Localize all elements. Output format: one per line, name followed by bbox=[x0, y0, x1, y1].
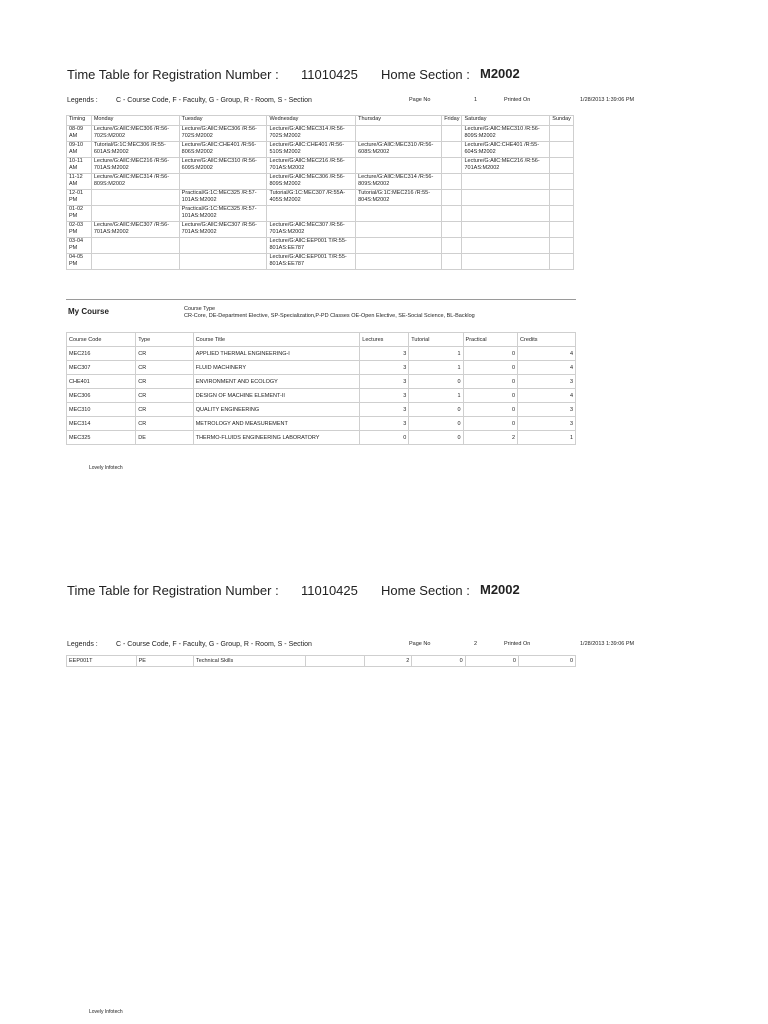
timetable-timing-cell: 01-02 PM bbox=[67, 206, 92, 222]
course-cell: ENVIRONMENT AND ECOLOGY bbox=[193, 375, 360, 389]
course-row bbox=[67, 361, 576, 375]
course-cell: 4 bbox=[518, 361, 576, 375]
course-cell: MEC306 bbox=[67, 389, 136, 403]
timetable-slot-cell bbox=[550, 174, 574, 190]
course-table bbox=[66, 332, 576, 445]
timetable-timing-cell: 08-09 AM bbox=[67, 126, 92, 142]
course-row bbox=[67, 375, 576, 389]
timetable-slot-cell: Lecture/G:AllC:MEC307 /R:56-701AS:M2002 bbox=[179, 222, 267, 238]
printed-on-value: 1/28/2013 1:39:06 PM bbox=[580, 97, 635, 103]
course-header-cell: Tutorial bbox=[409, 333, 463, 347]
timetable-slot-cell: Lecture/G:AllC:MEC310 /R:56-809S:M2002 bbox=[462, 126, 550, 142]
timetable-slot-cell: Lecture/G:AllC:CHE401 /R:56-806S:M2002 bbox=[179, 142, 267, 158]
course-cell: MEC216 bbox=[67, 347, 136, 361]
course-table-page-2 bbox=[66, 655, 576, 667]
timetable-slot-cell: Lecture/G:AllC:CHE401 /R:55-604S:M2002 bbox=[462, 142, 550, 158]
timetable-slot-cell: Lecture/G:AllC:MEC306 /R:56-702S:M2002 bbox=[179, 126, 267, 142]
timetable-row bbox=[67, 158, 574, 174]
timetable-slot-cell: Lecture/G:AllC:MEC306 /R:56-702S:M2002 bbox=[91, 126, 179, 142]
course-type-label: Course Type bbox=[184, 306, 216, 312]
course-cell: EEP001T bbox=[67, 656, 137, 667]
timetable-slot-cell bbox=[442, 206, 462, 222]
course-cell: METROLOGY AND MEASUREMENT bbox=[193, 417, 360, 431]
timetable-slot-cell bbox=[462, 190, 550, 206]
timetable-slot-cell bbox=[442, 254, 462, 270]
timetable-slot-cell: Tutorial/G:1C:MEC216 /R:55-804S:M2002 bbox=[356, 190, 442, 206]
footer-text: Lovely Infotech bbox=[89, 465, 123, 471]
timetable-slot-cell bbox=[442, 222, 462, 238]
course-cell: CR bbox=[136, 347, 193, 361]
course-cell: 4 bbox=[518, 389, 576, 403]
page-no-value: 1 bbox=[474, 97, 478, 103]
timetable-header-cell: Timing bbox=[67, 116, 92, 126]
timetable-slot-cell bbox=[267, 206, 356, 222]
course-cell: 3 bbox=[360, 389, 409, 403]
legends-label: Legends : bbox=[67, 641, 98, 648]
timetable-header-cell: Friday bbox=[442, 116, 462, 126]
timetable-slot-cell bbox=[356, 158, 442, 174]
course-cell: 2 bbox=[463, 431, 518, 445]
timetable-timing-cell: 11-12 AM bbox=[67, 174, 92, 190]
course-cell: 2 bbox=[364, 656, 412, 667]
course-cell: QUALITY ENGINEERING bbox=[193, 403, 360, 417]
course-cell: 0 bbox=[463, 389, 518, 403]
timetable-slot-cell: Lecture/G:AllC:MEC314 /R:56-809S:M2002 bbox=[356, 174, 442, 190]
course-cell: 3 bbox=[518, 403, 576, 417]
course-header-cell: Lectures bbox=[360, 333, 409, 347]
course-cell: 1 bbox=[409, 389, 463, 403]
timetable-row bbox=[67, 238, 574, 254]
timetable-slot-cell bbox=[179, 254, 267, 270]
legends-value: C - Course Code, F - Faculty, G - Group, R - Room, S - Section bbox=[116, 97, 312, 104]
course-cell: CR bbox=[136, 389, 193, 403]
timetable-slot-cell bbox=[462, 254, 550, 270]
course-header-cell: Course Code bbox=[67, 333, 136, 347]
page-title bbox=[67, 66, 520, 82]
page-no-label: Page No bbox=[409, 641, 431, 647]
course-header-cell: Course Title bbox=[193, 333, 360, 347]
course-cell: 0 bbox=[518, 656, 575, 667]
timetable-header-cell: Wednesday bbox=[267, 116, 356, 126]
timetable-slot-cell: Lecture/G:AllC:MEC306 /R:56-809S:M2002 bbox=[267, 174, 356, 190]
course-cell: 3 bbox=[360, 361, 409, 375]
legends bbox=[67, 97, 312, 104]
timetable-slot-cell bbox=[356, 206, 442, 222]
course-row bbox=[67, 417, 576, 431]
my-course-heading: My Course bbox=[68, 307, 109, 316]
timetable-slot-cell bbox=[462, 206, 550, 222]
timetable-slot-cell: Tutorial/G:1C:MEC307 /R:55A-405S:M2002 bbox=[267, 190, 356, 206]
timetable-row bbox=[67, 126, 574, 142]
course-cell: MEC310 bbox=[67, 403, 136, 417]
course-cell: MEC307 bbox=[67, 361, 136, 375]
timetable-slot-cell bbox=[442, 126, 462, 142]
timetable-slot-cell bbox=[356, 238, 442, 254]
course-cell: 3 bbox=[518, 417, 576, 431]
course-cell: 0 bbox=[463, 375, 518, 389]
course-cell: 1 bbox=[409, 361, 463, 375]
timetable-slot-cell: Practical/G:1C:MEC325 /R:57-101AS:M2002 bbox=[179, 190, 267, 206]
course-cell: 3 bbox=[360, 417, 409, 431]
timetable-slot-cell: Lecture/G:AllC:MEC216 /R:56-701AS:M2002 bbox=[91, 158, 179, 174]
timetable-slot-cell bbox=[356, 222, 442, 238]
course-cell: 3 bbox=[360, 403, 409, 417]
course-cell: MEC314 bbox=[67, 417, 136, 431]
course-row bbox=[67, 431, 576, 445]
timetable-slot-cell bbox=[462, 174, 550, 190]
home-section-value: M2002 bbox=[480, 582, 520, 597]
legends-value: C - Course Code, F - Faculty, G - Group, R - Room, S - Section bbox=[116, 641, 312, 648]
timetable-slot-cell: Tutorial/G:1C:MEC306 /R:55-601AS:M2002 bbox=[91, 142, 179, 158]
course-row bbox=[67, 656, 576, 667]
course-cell: 0 bbox=[463, 403, 518, 417]
timetable-row bbox=[67, 222, 574, 238]
timetable-slot-cell: Lecture/G:AllC:MEC310 /R:56-609S:M2002 bbox=[179, 158, 267, 174]
timetable-slot-cell bbox=[179, 174, 267, 190]
timetable-slot-cell: Lecture/G:AllC:MEC216 /R:56-701AS:M2002 bbox=[462, 158, 550, 174]
legends-label: Legends : bbox=[67, 97, 98, 104]
course-cell: 0 bbox=[465, 656, 518, 667]
timetable-timing-cell: 03-04 PM bbox=[67, 238, 92, 254]
timetable-slot-cell bbox=[550, 206, 574, 222]
page-no-value: 2 bbox=[474, 641, 478, 647]
course-cell: THERMO-FLUIDS ENGINEERING LABORATORY bbox=[193, 431, 360, 445]
title-label: Time Table for Registration Number : bbox=[67, 583, 279, 598]
timetable-slot-cell bbox=[442, 158, 462, 174]
course-cell: 3 bbox=[360, 347, 409, 361]
printed-on-label: Printed On bbox=[504, 97, 531, 103]
timetable-timing-cell: 12-01 PM bbox=[67, 190, 92, 206]
course-header-cell: Type bbox=[136, 333, 193, 347]
timetable-header-cell: Saturday bbox=[462, 116, 550, 126]
timetable-timing-cell: 10-11 AM bbox=[67, 158, 92, 174]
course-header-cell: Credits bbox=[518, 333, 576, 347]
timetable-slot-cell: Lecture/G:AllC:MEC314 /R:56-809S:M2002 bbox=[91, 174, 179, 190]
course-row bbox=[67, 347, 576, 361]
timetable bbox=[66, 115, 574, 270]
timetable-slot-cell bbox=[442, 174, 462, 190]
timetable-slot-cell: Lecture/G:AllC:CHE401 /R:56-510S:M2002 bbox=[267, 142, 356, 158]
timetable-slot-cell bbox=[550, 142, 574, 158]
timetable-row bbox=[67, 190, 574, 206]
course-cell: FLUID MACHINERY bbox=[193, 361, 360, 375]
home-section-value: M2002 bbox=[480, 66, 520, 81]
timetable-slot-cell bbox=[442, 142, 462, 158]
course-cell: 0 bbox=[412, 656, 465, 667]
course-cell: 0 bbox=[409, 375, 463, 389]
timetable-slot-cell: Lecture/G:AllC:EEP001 T/R:55-801AS:EE787 bbox=[267, 238, 356, 254]
course-cell: MEC325 bbox=[67, 431, 136, 445]
timetable-slot-cell bbox=[91, 254, 179, 270]
course-cell: CR bbox=[136, 361, 193, 375]
course-cell: CR bbox=[136, 417, 193, 431]
footer-text: Lovely Infotech bbox=[89, 1009, 123, 1015]
course-cell: 3 bbox=[518, 375, 576, 389]
course-cell: 1 bbox=[518, 431, 576, 445]
timetable-slot-cell bbox=[550, 254, 574, 270]
page-no-label: Page No bbox=[409, 97, 431, 103]
course-cell: 0 bbox=[409, 403, 463, 417]
course-cell: DE bbox=[136, 431, 193, 445]
course-cell: 4 bbox=[518, 347, 576, 361]
course-cell: DESIGN OF MACHINE ELEMENT-II bbox=[193, 389, 360, 403]
timetable-row bbox=[67, 142, 574, 158]
course-cell: 0 bbox=[463, 361, 518, 375]
course-cell: PE bbox=[136, 656, 193, 667]
course-cell: 0 bbox=[463, 417, 518, 431]
course-cell: CR bbox=[136, 403, 193, 417]
section-divider bbox=[66, 299, 576, 300]
timetable-slot-cell bbox=[550, 126, 574, 142]
timetable-row bbox=[67, 174, 574, 190]
title-label: Time Table for Registration Number : bbox=[67, 67, 279, 82]
timetable-header-cell: Sunday bbox=[550, 116, 574, 126]
timetable-slot-cell: Lecture/G:AllC:MEC307 /R:56-701AS:M2002 bbox=[267, 222, 356, 238]
course-type-legend bbox=[184, 306, 475, 320]
course-type-value: CR-Core, DE-Department Elective, SP-Specialization,P-PD Classes OE-Open Elective, SE-Social Science, BL-Backlog bbox=[184, 313, 475, 319]
timetable-row bbox=[67, 254, 574, 270]
legends bbox=[67, 641, 312, 648]
course-cell: APPLIED THERMAL ENGINEERING-I bbox=[193, 347, 360, 361]
home-section-label: Home Section : bbox=[381, 583, 470, 598]
timetable-slot-cell: Lecture/G:AllC:MEC216 /R:56-701AS:M2002 bbox=[267, 158, 356, 174]
timetable-timing-cell: 04-05 PM bbox=[67, 254, 92, 270]
printed-on-label: Printed On bbox=[504, 641, 531, 647]
course-header-cell: Practical bbox=[463, 333, 518, 347]
timetable-slot-cell bbox=[179, 238, 267, 254]
timetable-slot-cell bbox=[442, 238, 462, 254]
printed-on-value: 1/28/2013 1:39:06 PM bbox=[580, 641, 635, 647]
timetable-slot-cell: Lecture/G:AllC:MEC314 /R:56-702S:M2002 bbox=[267, 126, 356, 142]
page-title bbox=[67, 582, 520, 598]
timetable-slot-cell bbox=[91, 238, 179, 254]
timetable-row bbox=[67, 206, 574, 222]
timetable-slot-cell: Practical/G:1C:MEC325 /R:57-101AS:M2002 bbox=[179, 206, 267, 222]
course-cell: 0 bbox=[360, 431, 409, 445]
timetable-slot-cell bbox=[91, 206, 179, 222]
timetable-slot-cell bbox=[442, 190, 462, 206]
course-cell: Technical Skills bbox=[193, 656, 305, 667]
timetable-slot-cell bbox=[550, 238, 574, 254]
timetable-slot-cell: Lecture/G:AllC:MEC310 /R:56-608S:M2002 bbox=[356, 142, 442, 158]
timetable-timing-cell: 02-03 PM bbox=[67, 222, 92, 238]
course-cell: 0 bbox=[409, 417, 463, 431]
timetable-slot-cell bbox=[550, 190, 574, 206]
course-cell: CHE401 bbox=[67, 375, 136, 389]
course-cell: 1 bbox=[409, 347, 463, 361]
course-row bbox=[67, 403, 576, 417]
timetable-slot-cell bbox=[356, 126, 442, 142]
timetable-slot-cell: Lecture/G:AllC:EEP001 T/R:55-801AS:EE787 bbox=[267, 254, 356, 270]
course-cell: CR bbox=[136, 375, 193, 389]
timetable-header-cell: Tuesday bbox=[179, 116, 267, 126]
timetable-slot-cell bbox=[91, 190, 179, 206]
registration-number: 11010425 bbox=[301, 67, 358, 82]
timetable-header-cell: Thursday bbox=[356, 116, 442, 126]
course-cell: 0 bbox=[409, 431, 463, 445]
timetable-slot-cell bbox=[462, 222, 550, 238]
course-cell: 3 bbox=[360, 375, 409, 389]
course-cell: 0 bbox=[463, 347, 518, 361]
course-cell bbox=[306, 656, 365, 667]
timetable-slot-cell bbox=[462, 238, 550, 254]
timetable-header-cell: Monday bbox=[91, 116, 179, 126]
home-section-label: Home Section : bbox=[381, 67, 470, 82]
timetable-timing-cell: 09-10 AM bbox=[67, 142, 92, 158]
timetable-slot-cell bbox=[550, 222, 574, 238]
timetable-slot-cell: Lecture/G:AllC:MEC307 /R:56-701AS:M2002 bbox=[91, 222, 179, 238]
timetable-slot-cell bbox=[356, 254, 442, 270]
timetable-slot-cell bbox=[550, 158, 574, 174]
course-row bbox=[67, 389, 576, 403]
registration-number: 11010425 bbox=[301, 583, 358, 598]
